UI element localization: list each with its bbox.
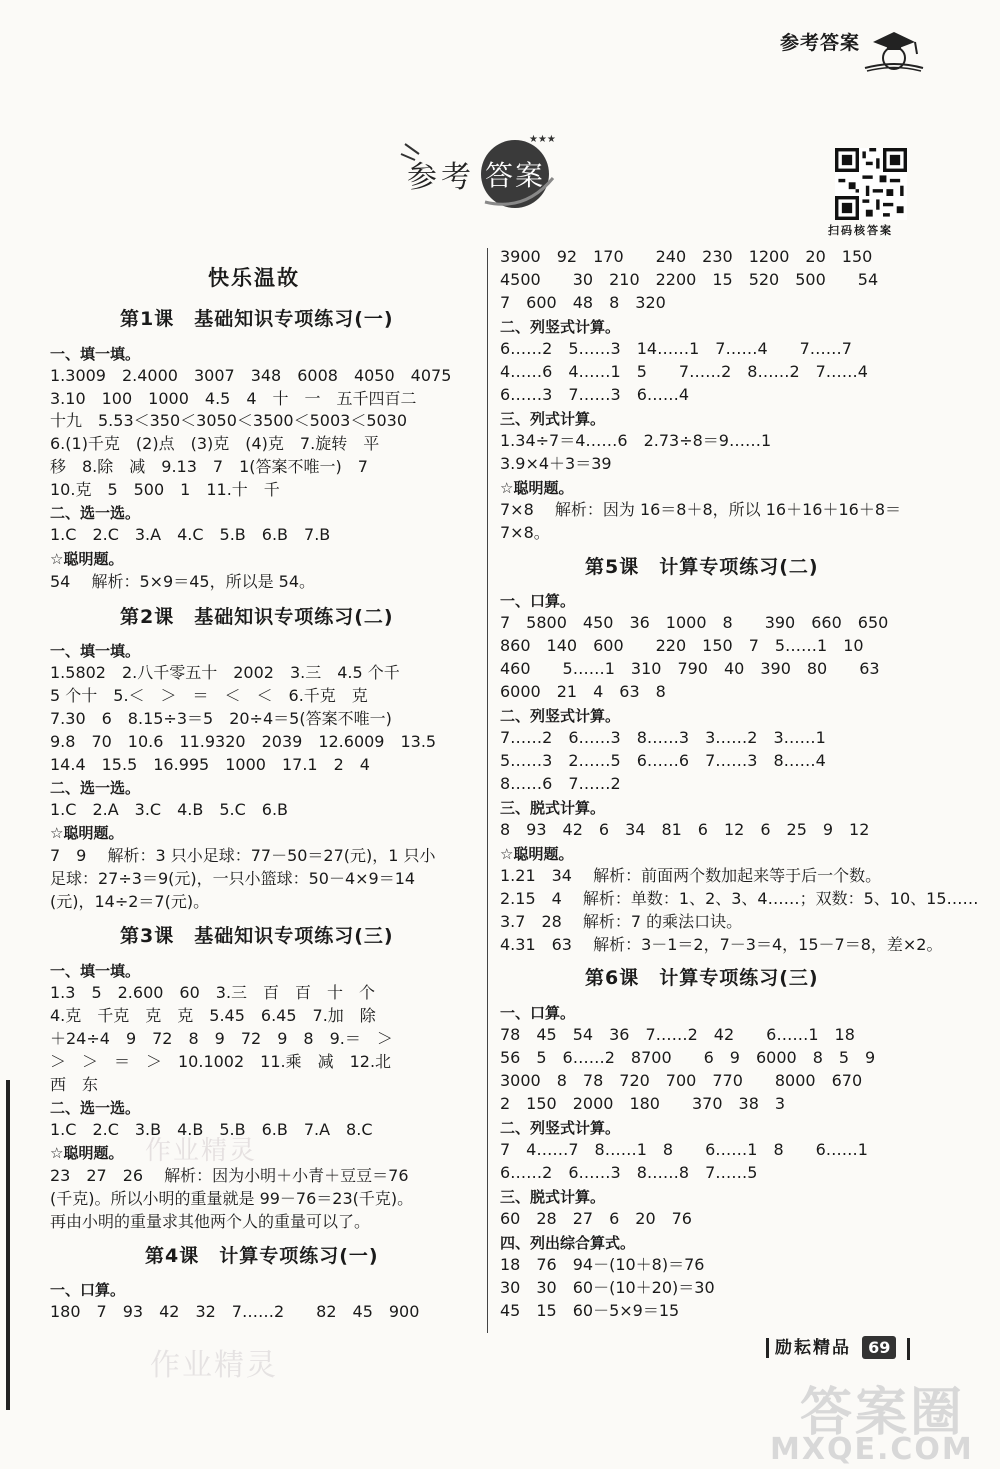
answer-line: 移 8.除 减 9.13 7 1(答案不唯一) 7 (50, 457, 368, 476)
watermark: MXQE.COM (770, 1432, 974, 1467)
answer-line: 7 5800 450 36 1000 8 390 660 650 (500, 613, 889, 632)
footer-rule (907, 1338, 910, 1360)
page-number: 69 (862, 1336, 896, 1359)
banner-text-a: 参考 (407, 160, 475, 195)
section-heading: 一、填一填。 (50, 345, 141, 363)
answer-line: 6……2 6……3 8……8 7……5 (500, 1163, 758, 1182)
answer-line: 6.(1)千克 (2)点 (3)克 (4)克 7.旋转 平 (50, 434, 380, 453)
answer-line: 6……2 5……3 14……1 7……4 7……7 (500, 339, 852, 358)
section-heading: ☆聪明题。 (50, 550, 124, 568)
margin-rule (6, 1080, 10, 1410)
answer-line: 1.3009 2.4000 3007 348 6008 4050 4075 (50, 366, 452, 385)
answer-line: 54 解析：5×9＝45，所以是 54。 (50, 572, 316, 591)
answer-line: 1.5802 2.八千零五十 2002 3.三 4.5 个千 (50, 663, 400, 682)
answer-line: 1.C 2.A 3.C 4.B 5.C 6.B (50, 800, 289, 819)
answer-line: (千克)。所以小明的重量就是 99－76＝23(千克)。 (50, 1189, 414, 1208)
answer-line: 1.C 2.C 3.A 4.C 5.B 6.B 7.B (50, 525, 331, 544)
section-heading: 一、口算。 (500, 1004, 576, 1022)
answer-line: 45 15 60－5×9＝15 (500, 1301, 680, 1320)
answer-line: 3900 92 170 240 230 1200 20 150 (500, 247, 873, 266)
section-heading: ☆聪明题。 (50, 1144, 124, 1162)
answer-line: 6000 21 4 63 8 (500, 682, 666, 701)
section-heading: 二、选一选。 (50, 779, 141, 797)
answer-line: 78 45 54 36 7……2 42 6……1 18 (500, 1025, 855, 1044)
answer-line: 6……3 7……3 6……4 (500, 385, 690, 404)
banner-text-b: 答案 (485, 159, 546, 192)
section-heading: 三、脱式计算。 (500, 1188, 606, 1206)
section-heading: 一、口算。 (500, 592, 576, 610)
answer-line: 3000 8 78 720 700 770 8000 670 (500, 1071, 863, 1090)
section-heading: ☆聪明题。 (500, 479, 574, 497)
mascot-icon (863, 30, 925, 72)
page-title: 快乐温故 (208, 266, 300, 290)
answer-line: 56 5 6……2 8700 6 9 6000 8 5 9 (500, 1048, 876, 1067)
answer-line: 4.31 63 解析：3－1＝2，7－3＝4，15－7＝8，差×2。 (500, 935, 943, 954)
answer-line: 3.9×4＋3＝39 (500, 454, 612, 473)
answer-line: 西 东 (50, 1075, 99, 1094)
lesson-heading: 第2课 基础知识专项练习(二) (120, 606, 394, 628)
answer-line: 十九 5.53＜350＜3050＜3500＜5003＜5030 (50, 411, 408, 430)
lesson-heading: 第4课 计算专项练习(一) (145, 1245, 379, 1267)
column-divider (487, 248, 488, 1333)
answer-line: 9.8 70 10.6 11.9320 2039 12.6009 13.5 (50, 732, 437, 751)
answer-line: 7×8。 (500, 523, 550, 542)
answer-line: 23 27 26 解析：因为小明＋小青＋豆豆＝76 (50, 1166, 409, 1185)
answer-line: 5……3 2……5 6……6 7……3 8……4 (500, 751, 826, 770)
lesson-heading: 第3课 基础知识专项练习(三) (120, 925, 394, 947)
qr-code-icon[interactable] (834, 148, 908, 220)
section-heading: 一、填一填。 (50, 642, 141, 660)
lesson-heading: 第6课 计算专项练习(三) (585, 967, 819, 989)
answer-line: 7 9 解析：3 只小足球：77－50＝27(元)，1 只小 (50, 846, 436, 865)
answer-line: 3.7 28 解析：7 的乘法口诀。 (500, 912, 743, 931)
watermark: 答案圈 (800, 1383, 966, 1443)
answer-line: 3.10 100 1000 4.5 4 十 一 五千四百二 (50, 389, 417, 408)
answer-line: 5 个十 5.＜ ＞ ＝ ＜ ＜ 6.千克 克 (50, 686, 368, 705)
section-heading: ☆聪明题。 (50, 824, 124, 842)
answer-line: 60 28 27 6 20 76 (500, 1209, 692, 1228)
section-heading: 二、列竖式计算。 (500, 707, 621, 725)
section-heading: 二、选一选。 (50, 1099, 141, 1117)
answer-line: 2 150 2000 180 370 38 3 (500, 1094, 786, 1113)
section-heading: ☆聪明题。 (500, 845, 574, 863)
answer-line: 8 93 42 6 34 81 6 12 6 25 9 12 (500, 820, 870, 839)
watermark: 作业精灵 (145, 1136, 258, 1166)
lesson-heading: 第1课 基础知识专项练习(一) (120, 308, 394, 330)
answer-line: 4500 30 210 2200 15 520 500 54 (500, 270, 879, 289)
answer-line: 10.克 5 500 1 11.十 千 (50, 480, 280, 499)
section-heading: 三、列式计算。 (500, 410, 606, 428)
answer-line: 860 140 600 220 150 7 5……1 10 (500, 636, 864, 655)
answer-line: 30 30 60－(10＋20)＝30 (500, 1278, 715, 1297)
answer-line: 7.30 6 8.15÷3＝5 20÷4＝5(答案不唯一) (50, 709, 392, 728)
answer-line: 1.3 5 2.600 60 3.三 百 百 十 个 (50, 983, 376, 1002)
section-heading: 一、口算。 (50, 1281, 126, 1299)
qr-caption: 扫码核答案 (828, 224, 893, 237)
section-heading: 三、脱式计算。 (500, 799, 606, 817)
answer-line: ＞ ＞ ＝ ＞ 10.1002 11.乘 减 12.北 (50, 1052, 392, 1071)
section-heading: 一、填一填。 (50, 962, 141, 980)
answer-line: 8……6 7……2 (500, 774, 621, 793)
answer-line: ＋24÷4 9 72 8 9 72 9 8 9.＝ ＞ (50, 1029, 393, 1048)
answer-line: 4.克 千克 克 克 5.45 6.45 7.加 除 (50, 1006, 376, 1025)
answer-line: 1.C 2.C 3.B 4.B 5.B 6.B 7.A 8.C (50, 1120, 373, 1139)
section-heading: 四、列出综合算式。 (500, 1234, 636, 1252)
footer (766, 1333, 926, 1367)
header-label: 参考答案 (779, 32, 860, 54)
answer-line: 再由小明的重量求其他两个人的重量可以了。 (50, 1212, 371, 1231)
answer-line: 7 4……7 8……1 8 6……1 8 6……1 (500, 1140, 868, 1159)
answer-banner (395, 132, 565, 212)
watermark: 作业精灵 (150, 1348, 278, 1383)
footer-brand: 励耘精品 (766, 1338, 851, 1358)
svg-text:★★★: ★★★ (529, 134, 556, 145)
answer-line: 7 600 48 8 320 (500, 293, 666, 312)
section-heading: 二、列竖式计算。 (500, 1119, 621, 1137)
answer-line: 7……2 6……3 8……3 3……2 3……1 (500, 728, 826, 747)
lesson-heading: 第5课 计算专项练习(二) (585, 556, 819, 578)
answer-line: 460 5……1 310 790 40 390 80 63 (500, 659, 880, 678)
section-heading: 二、列竖式计算。 (500, 318, 621, 336)
answer-line: 18 76 94－(10＋8)＝76 (500, 1255, 705, 1274)
answer-line: 7×8 解析：因为 16＝8＋8，所以 16＋16＋16＋8＝ (500, 500, 902, 519)
answer-line: (元)，14÷2＝7(元)。 (50, 892, 210, 911)
section-heading: 二、选一选。 (50, 504, 141, 522)
answer-line: 1.21 34 解析：前面两个数加起来等于后一个数。 (500, 866, 882, 885)
answer-line: 14.4 15.5 16.995 1000 17.1 2 4 (50, 755, 370, 774)
answer-line: 1.34÷7＝4……6 2.73÷8＝9……1 (500, 431, 772, 450)
answer-line: 180 7 93 42 32 7……2 82 45 900 (50, 1302, 420, 1321)
answer-line: 4……6 4……1 5 7……2 8……2 7……4 (500, 362, 868, 381)
answer-line: 足球：27÷3＝9(元)，一只小篮球：50－4×9＝14 (50, 869, 416, 888)
answer-line: 2.15 4 解析：单数：1、2、3、4……；双数：5、10、15…… (500, 889, 979, 908)
